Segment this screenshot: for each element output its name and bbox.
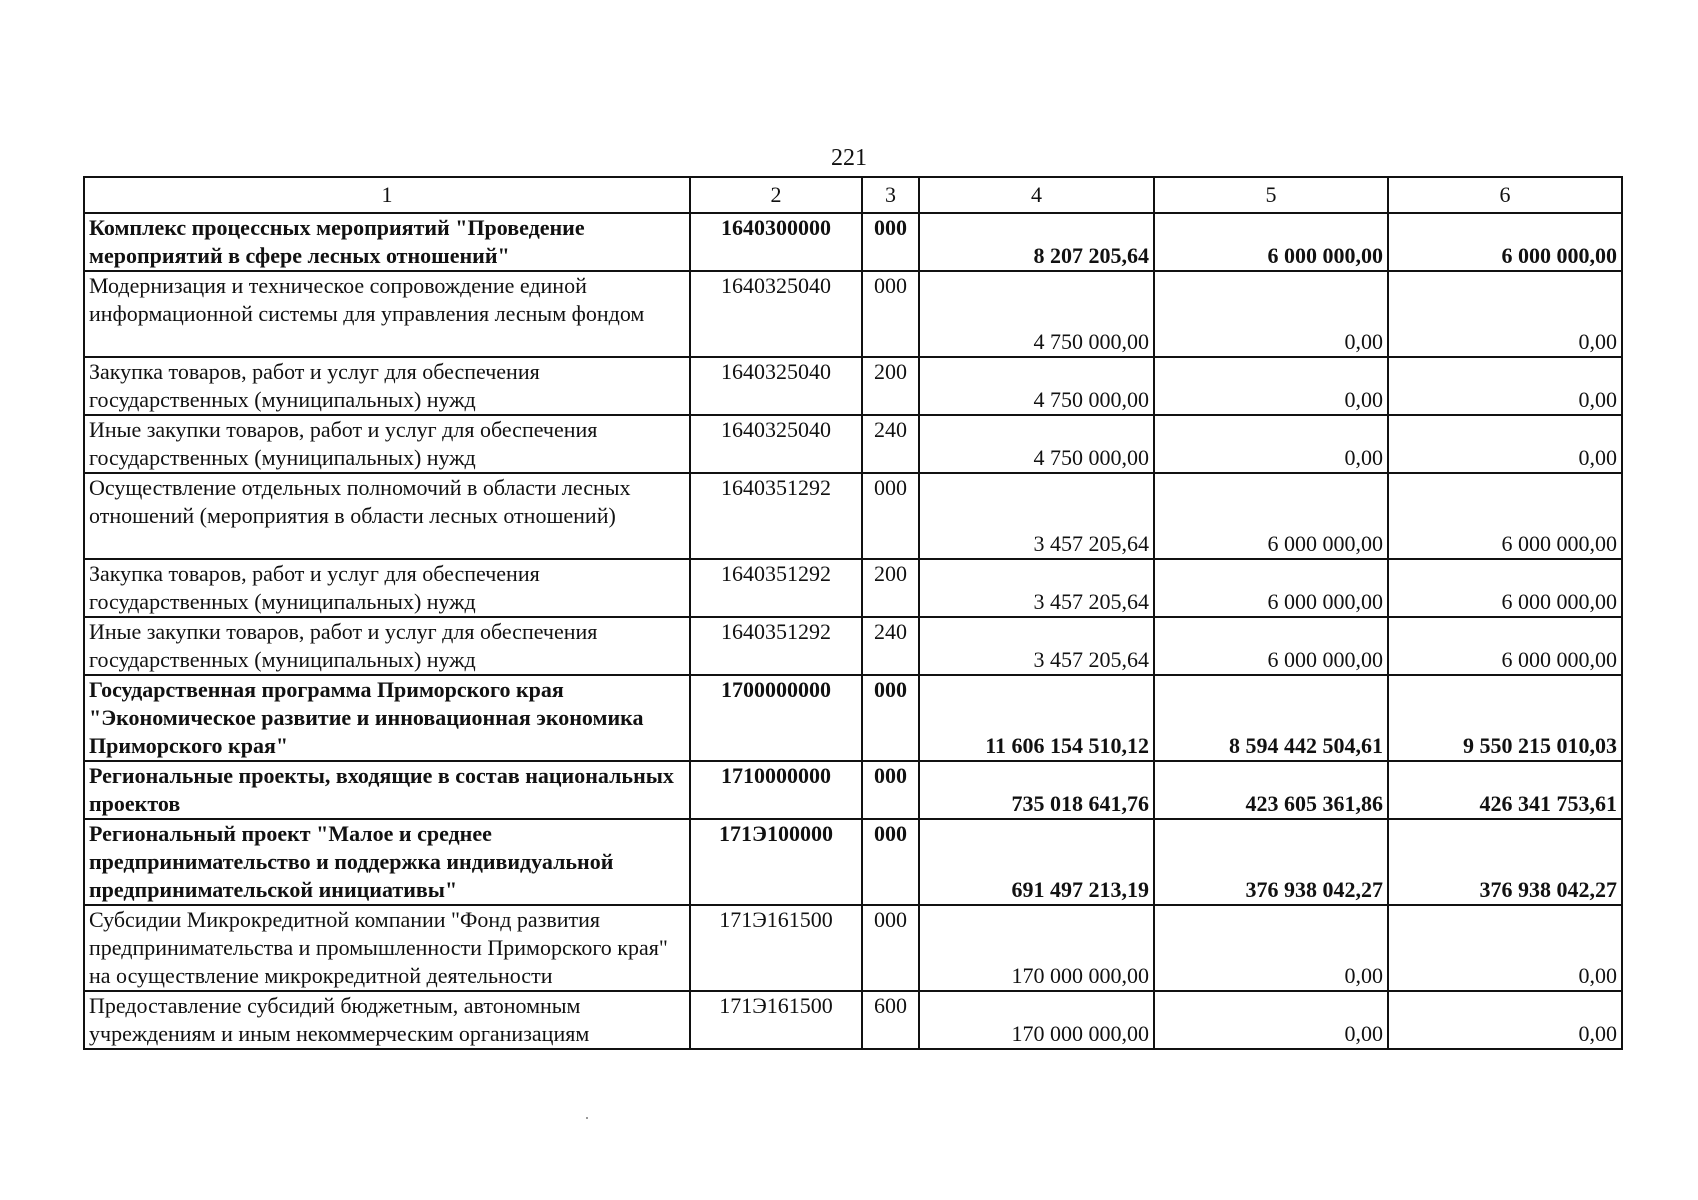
row-name: Закупка товаров, работ и услуг для обеспечения государственных (муниципальных) нужд: [84, 559, 690, 617]
row-amount-6: 6 000 000,00: [1388, 473, 1622, 559]
row-amount-4: 3 457 205,64: [919, 617, 1154, 675]
table-row: [84, 819, 1622, 905]
row-kind: 000: [862, 675, 919, 761]
row-name: Комплекс процессных мероприятий "Проведение мероприятий в сфере лесных отношений": [84, 213, 690, 271]
row-amount-6: 376 938 042,27: [1388, 819, 1622, 905]
row-code: 171Э161500: [690, 991, 862, 1049]
scan-speck: [586, 1117, 588, 1119]
row-amount-4: 8 207 205,64: [919, 213, 1154, 271]
row-amount-4: 4 750 000,00: [919, 271, 1154, 357]
row-amount-6: 0,00: [1388, 905, 1622, 991]
table-row: [84, 675, 1622, 761]
row-name: Иные закупки товаров, работ и услуг для обеспечения государственных (муниципальных) нужд: [84, 415, 690, 473]
table-row: [84, 213, 1622, 271]
column-header-5: 5: [1154, 177, 1388, 213]
row-amount-6: 9 550 215 010,03: [1388, 675, 1622, 761]
row-amount-5: 0,00: [1154, 905, 1388, 991]
row-amount-5: 423 605 361,86: [1154, 761, 1388, 819]
column-header-3: 3: [862, 177, 919, 213]
row-amount-5: 0,00: [1154, 357, 1388, 415]
row-amount-6: 0,00: [1388, 415, 1622, 473]
row-kind: 000: [862, 819, 919, 905]
table-row: [84, 271, 1622, 357]
row-code: 1640351292: [690, 473, 862, 559]
row-amount-5: 6 000 000,00: [1154, 213, 1388, 271]
row-amount-5: 376 938 042,27: [1154, 819, 1388, 905]
row-name: Региональный проект "Малое и среднее предпринимательство и поддержка индивидуальной предпринимательской инициативы": [84, 819, 690, 905]
row-code: 1640325040: [690, 271, 862, 357]
row-kind: 000: [862, 761, 919, 819]
row-amount-6: 6 000 000,00: [1388, 617, 1622, 675]
row-name: Государственная программа Приморского края "Экономическое развитие и инновационная экономика Приморского края": [84, 675, 690, 761]
row-kind: 000: [862, 213, 919, 271]
table-row: [84, 761, 1622, 819]
row-amount-5: 0,00: [1154, 991, 1388, 1049]
row-kind: 200: [862, 559, 919, 617]
row-name: Предоставление субсидий бюджетным, автономным учреждениям и иным некоммерческим организациям: [84, 991, 690, 1049]
table-row: [84, 415, 1622, 473]
table-row: [84, 559, 1622, 617]
row-amount-5: 6 000 000,00: [1154, 617, 1388, 675]
row-kind: 000: [862, 271, 919, 357]
row-kind: 600: [862, 991, 919, 1049]
table-row: [84, 905, 1622, 991]
row-kind: 240: [862, 415, 919, 473]
row-amount-6: 6 000 000,00: [1388, 559, 1622, 617]
row-name: Субсидии Микрокредитной компании "Фонд развития предпринимательства и промышленности Приморского края" на осуществление микрокредитной деятельности: [84, 905, 690, 991]
row-code: 1640325040: [690, 357, 862, 415]
column-header-6: 6: [1388, 177, 1622, 213]
row-kind: 000: [862, 473, 919, 559]
row-amount-6: 6 000 000,00: [1388, 213, 1622, 271]
row-code: 1640351292: [690, 559, 862, 617]
row-code: 171Э100000: [690, 819, 862, 905]
row-amount-4: 170 000 000,00: [919, 905, 1154, 991]
row-amount-5: 6 000 000,00: [1154, 559, 1388, 617]
row-amount-6: 0,00: [1388, 991, 1622, 1049]
table-row: [84, 617, 1622, 675]
row-name: Осуществление отдельных полномочий в области лесных отношений (мероприятия в области лесных отношений): [84, 473, 690, 559]
column-header-2: 2: [690, 177, 862, 213]
row-name: Закупка товаров, работ и услуг для обеспечения государственных (муниципальных) нужд: [84, 357, 690, 415]
row-amount-4: 170 000 000,00: [919, 991, 1154, 1049]
row-name: Модернизация и техническое сопровождение единой информационной системы для управления лесным фондом: [84, 271, 690, 357]
row-code: 1640325040: [690, 415, 862, 473]
row-code: 171Э161500: [690, 905, 862, 991]
row-code: 1640300000: [690, 213, 862, 271]
row-code: 1640351292: [690, 617, 862, 675]
table-row: [84, 357, 1622, 415]
row-kind: 200: [862, 357, 919, 415]
page-number: 221: [831, 145, 867, 171]
row-amount-6: 0,00: [1388, 357, 1622, 415]
table-row: [84, 991, 1622, 1049]
row-amount-5: 0,00: [1154, 271, 1388, 357]
row-amount-4: 11 606 154 510,12: [919, 675, 1154, 761]
row-amount-4: 735 018 641,76: [919, 761, 1154, 819]
column-header-1: 1: [84, 177, 690, 213]
row-amount-4: 4 750 000,00: [919, 357, 1154, 415]
row-kind: 000: [862, 905, 919, 991]
row-name: Иные закупки товаров, работ и услуг для обеспечения государственных (муниципальных) нужд: [84, 617, 690, 675]
column-header-4: 4: [919, 177, 1154, 213]
budget-table: [83, 176, 1623, 1050]
row-amount-6: 426 341 753,61: [1388, 761, 1622, 819]
row-amount-4: 691 497 213,19: [919, 819, 1154, 905]
row-kind: 240: [862, 617, 919, 675]
row-amount-6: 0,00: [1388, 271, 1622, 357]
row-amount-5: 6 000 000,00: [1154, 473, 1388, 559]
row-amount-4: 3 457 205,64: [919, 473, 1154, 559]
row-name: Региональные проекты, входящие в состав национальных проектов: [84, 761, 690, 819]
row-amount-4: 3 457 205,64: [919, 559, 1154, 617]
row-amount-5: 8 594 442 504,61: [1154, 675, 1388, 761]
table-row: [84, 473, 1622, 559]
row-code: 1710000000: [690, 761, 862, 819]
row-code: 1700000000: [690, 675, 862, 761]
table-header-row: [84, 177, 1622, 213]
row-amount-4: 4 750 000,00: [919, 415, 1154, 473]
row-amount-5: 0,00: [1154, 415, 1388, 473]
